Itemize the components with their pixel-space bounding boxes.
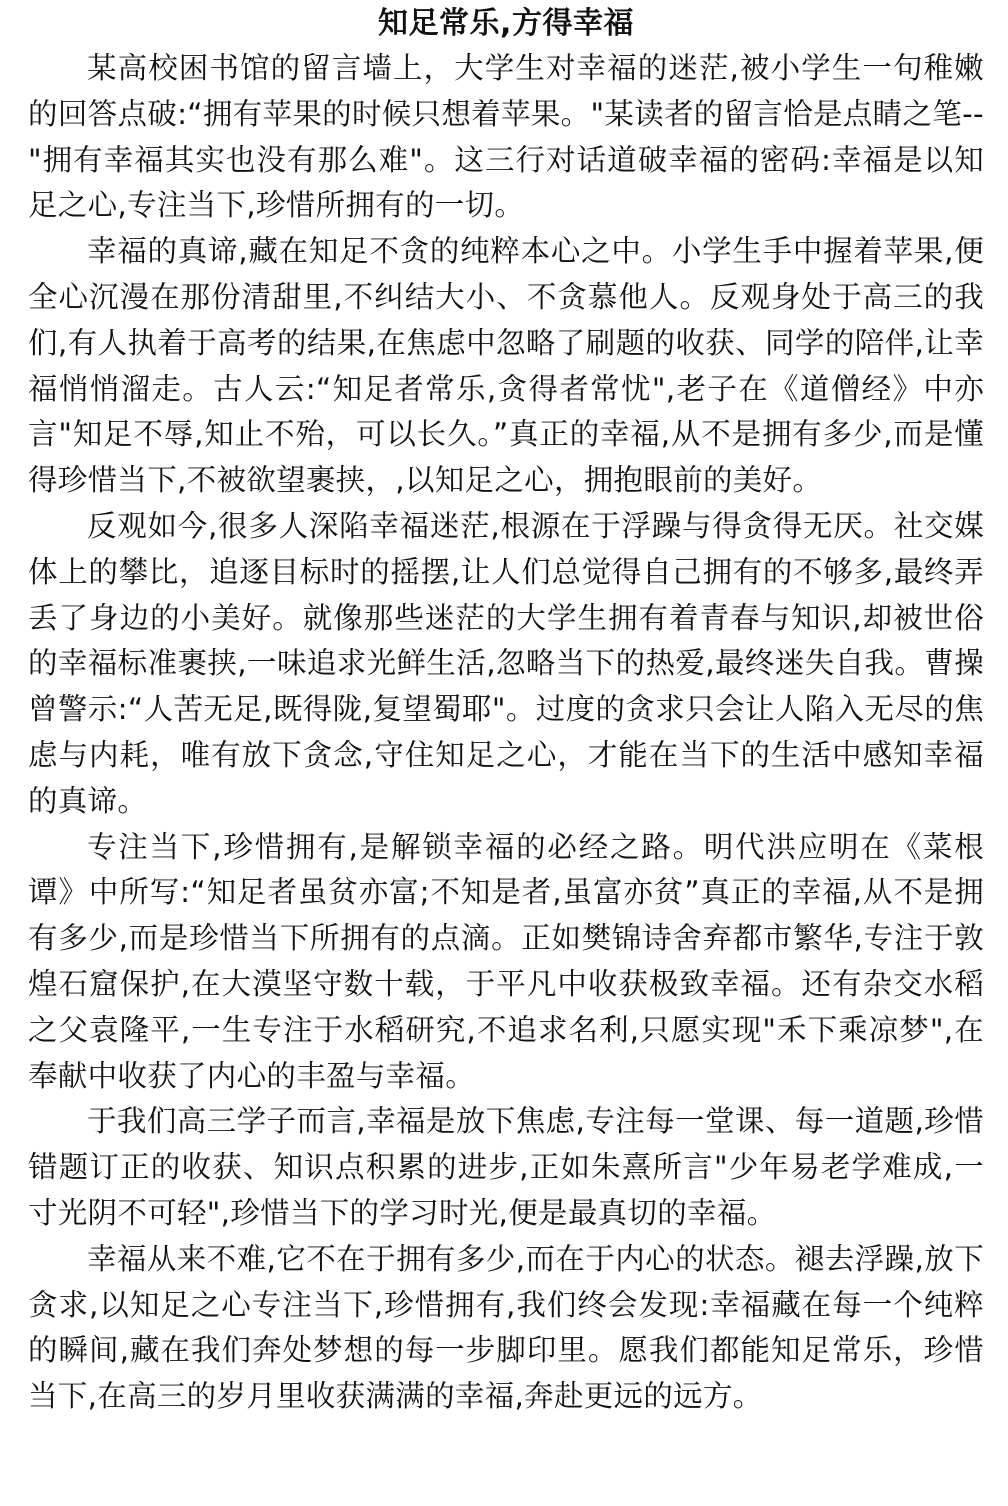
paragraph-1: 某高校困书馆的留言墙上，大学生对幸福的迷茫,被小学生一句稚嫩的回答点破:“拥有苹果的时候只想着苹果。"某读者的留言恰是点睛之笔--"拥有幸福其实也没有那么难"。这三行对话道破幸福的密码:幸福是以知足之心,专注当下,珍惜所拥有的一切。 xyxy=(28,51,984,223)
paragraph-3: 反观如今,很多人深陷幸福迷茫,根源在于浮躁与得贪得无厌。社交媒体上的攀比，追逐目标时的摇摆,让人们总觉得自己拥有的不够多,最终弄丢了身边的小美好。就像那些迷茫的大学生拥有着青春与知识,却被世俗的幸福标准裹挟,一味追求光鲜生活,忽略当下的热爱,最终迷失自我。曹操曾警示:“人苦无足,既得陇,复望蜀耶"。过度的贪求只会让人陷入无尽的焦虑与内耗，唯有放下贪念,守住知足之心，才能在当下的生活中感知幸福的真谛。 xyxy=(28,508,984,818)
essay-title: 知足常乐,方得幸福 xyxy=(378,6,634,41)
paragraph-6: 幸福从来不难,它不在于拥有多少,而在于内心的状态。褪去浮躁,放下贪求,以知足之心专注当下,珍惜拥有,我们终会发现:幸福藏在每一个纯粹的瞬间,藏在我们奔处梦想的每一步脚印里。愿我们都能知足常乐，珍惜当下,在高三的岁月里收获满满的幸福,奔赴更远的远方。 xyxy=(28,1241,984,1414)
paragraph-2: 幸福的真谛,藏在知足不贪的纯粹本心之中。小学生手中握着苹果,便全心沉漫在那份清甜里,不纠结大小、不贪慕他人。反观身处于高三的我们,有人执着于高考的结果,在焦虑中忽略了刷题的收获、同学的陪伴,让幸福悄悄溜走。古人云:“知足者常乐,贪得者常忧",老子在《道僧经》中亦言"知足不辱,知止不殆，可以长久。”真正的幸福,从不是拥有多少,而是懂得珍惜当下,不被欲望裹挟，,以知足之心，拥抱眼前的美好。 xyxy=(28,234,984,498)
paragraph-4: 专注当下,珍惜拥有,是解锁幸福的必经之路。明代洪应明在《菜根谭》中所写:“知足者虽贫亦富;不知是者,虽富亦贫”真正的幸福,从不是拥有多少,而是珍惜当下所拥有的点滴。正如樊锦诗舍弃都市繁华,专注于敦煌石窟保护,在大漠坚守数十载，于平凡中收获极致幸福。还有杂交水稻之父袁隆平,一生专注于水稻研究,不追求名利,只愿实现"禾下乘凉梦",在奉献中收获了内心的丰盈与幸福。 xyxy=(28,829,984,1093)
paragraph-5: 于我们高三学子而言,幸福是放下焦虑,专注每一堂课、每一道题,珍惜错题订正的收获、知识点积累的进步,正如朱熹所言"少年易老学难成,一寸光阴不可轻",珍惜当下的学习时光,便是最真切的幸福。 xyxy=(28,1104,984,1230)
